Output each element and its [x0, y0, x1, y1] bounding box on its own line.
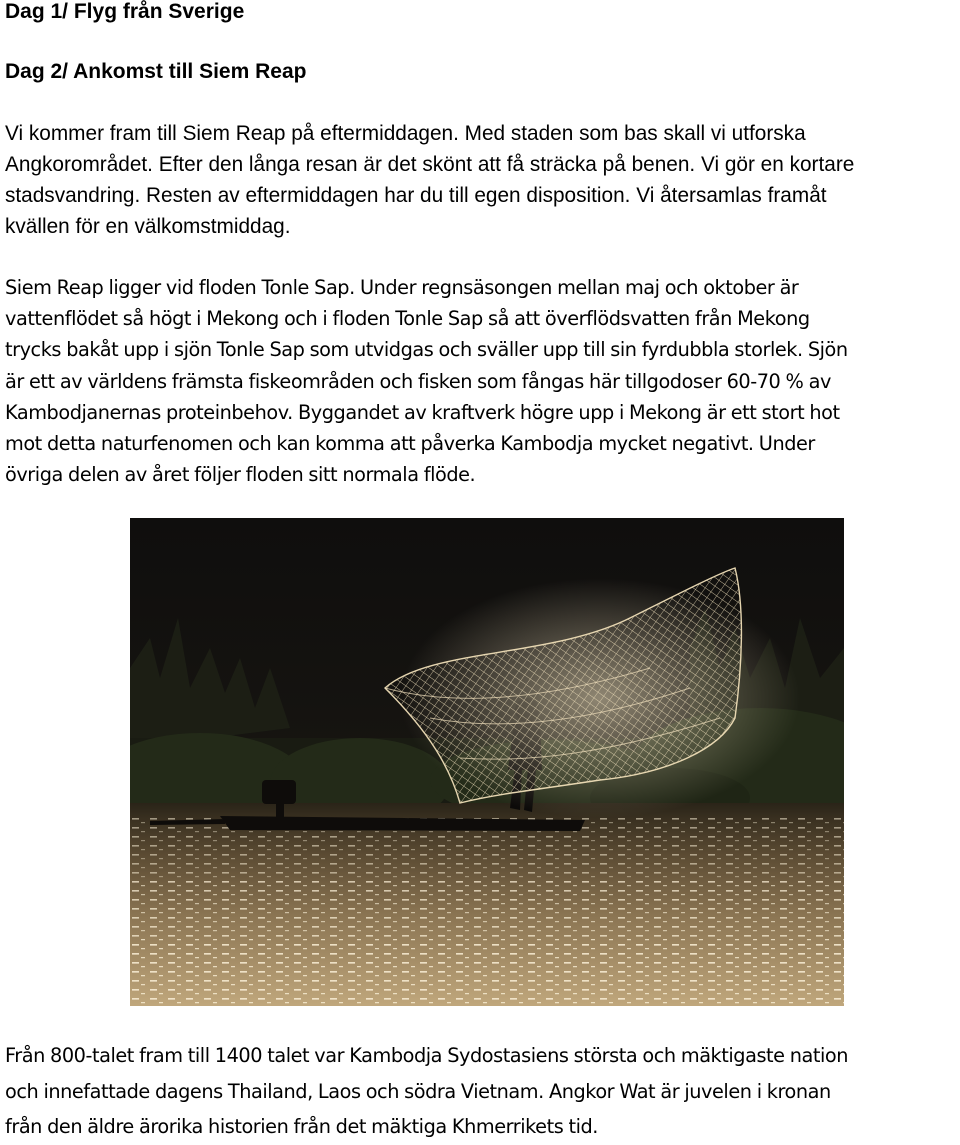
paragraph-line: mot detta naturfenomen och kan komma att påverka Kambodja mycket negativt. Under — [5, 432, 815, 456]
paragraph-line: och innefattade dagens Thailand, Laos och södra Vietnam. Angkor Wat är juvelen i kronan — [5, 1079, 831, 1103]
paragraph-line: Kambodjanernas proteinbehov. Byggandet av kraftverk högre upp i Mekong är ett stort hot — [5, 400, 840, 424]
paragraph-arrival — [5, 118, 957, 242]
paragraph-line: vattenflödet så högt i Mekong och i floden Tonle Sap så att överflödsvatten från Mekong — [5, 307, 810, 331]
paragraph-line: från den äldre ärorika historien från det mäktiga Khmerrikets tid. — [5, 1115, 598, 1138]
paragraph-line: Siem Reap ligger vid floden Tonle Sap. Under regnsäsongen mellan maj och oktober är — [5, 276, 799, 299]
paragraph-line: Vi kommer fram till Siem Reap på eftermiddagen. Med staden som bas skall vi utforska — [5, 122, 806, 145]
paragraph-line: trycks bakåt upp i sjön Tonle Sap som utvidgas och sväller upp till sin fyrdubbla storlek. Sjön — [5, 338, 848, 362]
paragraph-line: stadsvandring. Resten av eftermiddagen har du till egen disposition. Vi återsamlas framåt — [5, 184, 827, 207]
heading-day-1: Dag 1/ Flyg från Sverige — [5, 0, 245, 23]
heading-day-2: Dag 2/ Ankomst till Siem Reap — [5, 60, 307, 83]
paragraph-line: övriga delen av året följer floden sitt normala flöde. — [5, 463, 476, 487]
paragraph-line: kvällen för en välkomstmiddag. — [5, 215, 291, 238]
fisherman-casting-net-photo — [130, 518, 844, 1006]
paragraph-line: Från 800-talet fram till 1400 talet var Kambodja Sydostasiens största och mäktigaste nation — [5, 1044, 849, 1067]
paragraph-line: Angkorområdet. Efter den långa resan är det skönt att få sträcka på benen. Vi gör en kortare — [5, 153, 855, 176]
paragraph-history — [5, 1038, 957, 1145]
paragraph-line: är ett av världens främsta fiskeområden och fisken som fångas här tillgodoser 60-70 % av — [5, 369, 831, 393]
paragraph-tonle-sap — [5, 272, 957, 490]
